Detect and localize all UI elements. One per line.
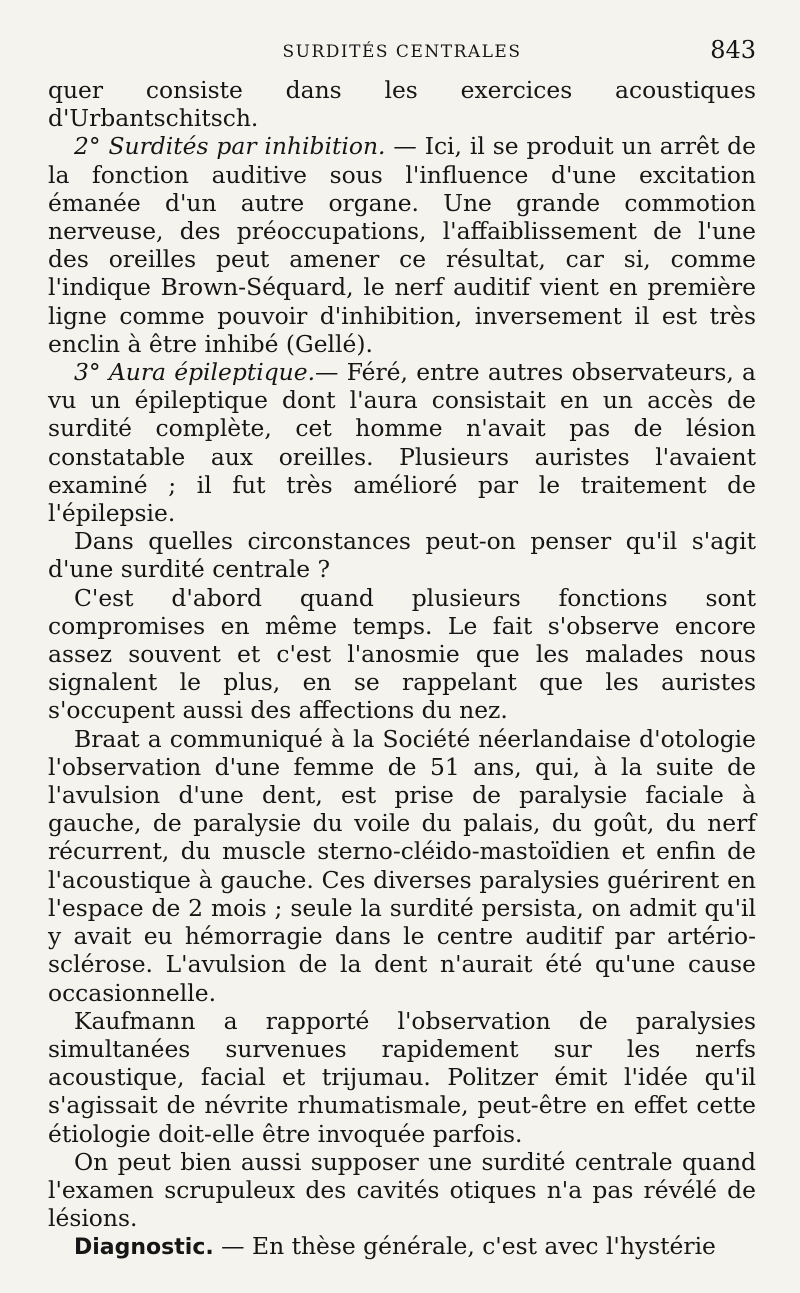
- paragraph-8: On peut bien aussi supposer une surdité centrale quand l'examen scrupuleux des cavités otiques n'a pas révélé de lésions.: [48, 1147, 756, 1233]
- body-text: [48, 76, 756, 1263]
- paragraph-4: Dans quelles circonstances peut-on penser qu'il s'agit d'une surdité centrale ?: [48, 527, 756, 584]
- section-heading-aura: 3° Aura épileptique.: [74, 358, 316, 387]
- paragraph-3: 3° Aura épileptique.— Féré, entre autres observateurs, a vu un épileptique dont l'aura consistait en un accès de surdité complète, cet homme n'avait pas de lésion constatable aux oreilles. Plusieurs auristes l'avaient examiné ; il fut très amélioré par le traitement de l'épilepsie.: [48, 358, 756, 528]
- paragraph-7: Kaufmann a rapporté l'observation de paralysies simultanées survenues rapidement sur les nerfs acoustique, facial et trijumau. Politzer émit l'idée qu'il s'agissait de névrite rhumatismale, peut-être en effet cette étiologie doit-elle être invoquée parfois.: [48, 1006, 756, 1148]
- running-title: SURDITÉS CENTRALES: [282, 42, 522, 62]
- paragraph-1: quer consiste dans les exercices acoustiques d'Urbantschitsch.: [48, 76, 756, 133]
- paragraph-5: C'est d'abord quand plusieurs fonctions sont compromises en même temps. Le fait s'observe encore assez souvent et c'est l'anosmie que les malades nous signalent le plus, en se rappelant que les auristes s'occupent aussi des affections du nez.: [48, 583, 756, 725]
- section-heading-inhibition: 2° Surdités par inhibition.: [74, 132, 386, 161]
- page-header: [48, 34, 756, 76]
- page-number: 843: [710, 36, 756, 64]
- paragraph-6: Braat a communiqué à la Société néerlandaise d'otologie l'observation d'une femme de 51 ans, qui, à la suite de l'avulsion d'une dent, est prise de paralysie faciale à gauche, de paralysie du voile du palais, du goût, du nerf récurrent, du muscle sterno-cléido-mastoïdien et enfin de l'acoustique à gauche. Ces diverses paralysies guérirent en l'espace de 2 mois ; seule la surdité persista, on admit qu'il y avait eu hémorragie dans le centre auditif par artério-sclérose. L'avulsion de la dent n'aurait été qu'une cause occasionnelle.: [48, 724, 756, 1007]
- paragraph-9: Diagnostic. — En thèse générale, c'est avec l'hystérie: [74, 1232, 716, 1261]
- paragraph-2: 2° Surdités par inhibition. — Ici, il se produit un arrêt de la fonction auditive sous l'influence d'une excitation émanée d'un autre organe. Une grande commotion nerveuse, des préoccupations, l'affaiblissement de l'une des oreilles peut amener ce résultat, car si, comme l'indique Brown-Séquard, le nerf auditif vient en première ligne comme pouvoir d'inhibition, inversement il est très enclin à être inhibé (Gellé).: [48, 132, 756, 358]
- section-heading-diagnostic: Diagnostic.: [74, 1235, 214, 1261]
